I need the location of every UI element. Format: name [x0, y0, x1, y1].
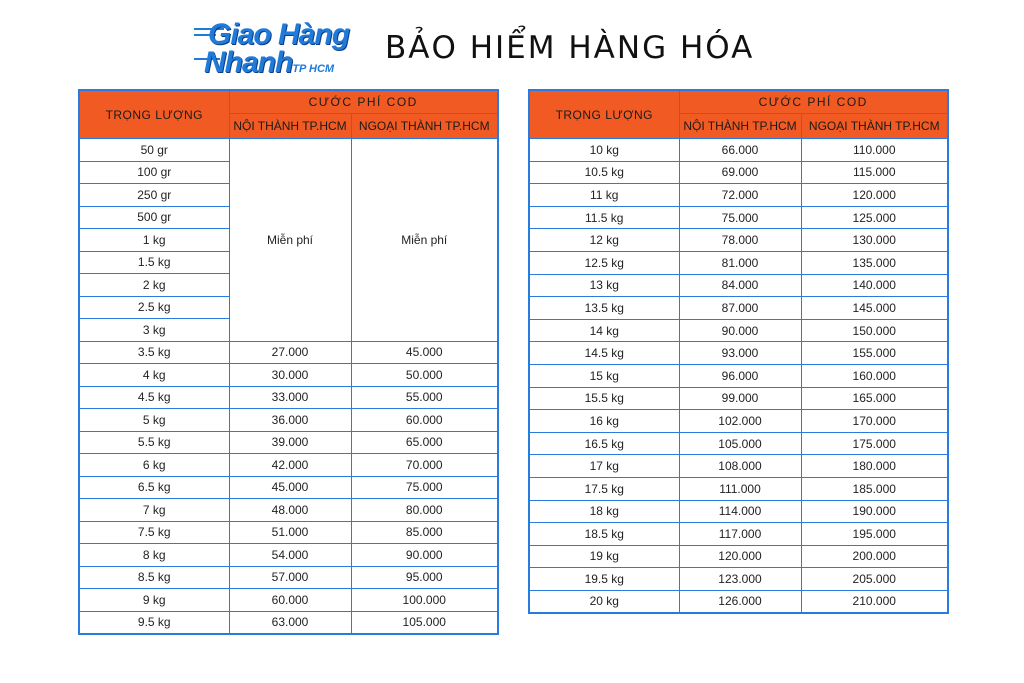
- weight-cell: 16 kg: [529, 410, 679, 433]
- outer-city-free-cell: Miễn phí: [351, 139, 498, 342]
- inner-city-fee-cell: 117.000: [679, 523, 801, 546]
- inner-city-fee-cell: 102.000: [679, 410, 801, 433]
- outer-city-fee-cell: 145.000: [801, 297, 948, 320]
- outer-city-fee-cell: 150.000: [801, 319, 948, 342]
- table-row: [79, 409, 498, 432]
- weight-cell: 18.5 kg: [529, 523, 679, 546]
- outer-city-header: NGOẠI THÀNH TP.HCM: [801, 114, 948, 139]
- outer-city-header: NGOẠI THÀNH TP.HCM: [351, 114, 498, 139]
- inner-city-fee-cell: 126.000: [679, 590, 801, 613]
- weight-cell: 12 kg: [529, 229, 679, 252]
- inner-city-fee-cell: 57.000: [229, 566, 351, 589]
- outer-city-fee-cell: 75.000: [351, 476, 498, 499]
- weight-cell: 14 kg: [529, 319, 679, 342]
- table-row: [529, 590, 948, 613]
- weight-cell: 2.5 kg: [79, 296, 229, 319]
- weight-cell: 8 kg: [79, 544, 229, 567]
- outer-city-fee-cell: 175.000: [801, 432, 948, 455]
- inner-city-fee-cell: 63.000: [229, 611, 351, 634]
- inner-city-fee-cell: 27.000: [229, 341, 351, 364]
- inner-city-fee-cell: 120.000: [679, 545, 801, 568]
- inner-city-fee-cell: 99.000: [679, 387, 801, 410]
- table-row: [79, 454, 498, 477]
- weight-cell: 19.5 kg: [529, 568, 679, 591]
- inner-city-fee-cell: 60.000: [229, 589, 351, 612]
- table-row: [529, 432, 948, 455]
- table-row: [529, 319, 948, 342]
- table-row: [79, 566, 498, 589]
- outer-city-fee-cell: 95.000: [351, 566, 498, 589]
- weight-cell: 11 kg: [529, 184, 679, 207]
- weight-cell: 20 kg: [529, 590, 679, 613]
- outer-city-fee-cell: 115.000: [801, 161, 948, 184]
- logo-suffix: TP HCM: [292, 63, 335, 75]
- weight-cell: 500 gr: [79, 206, 229, 229]
- outer-city-fee-cell: 45.000: [351, 341, 498, 364]
- cod-fee-header: CƯỚC PHÍ COD: [229, 90, 498, 114]
- inner-city-header: NỘI THÀNH TP.HCM: [679, 114, 801, 139]
- outer-city-fee-cell: 125.000: [801, 206, 948, 229]
- weight-cell: 17.5 kg: [529, 477, 679, 500]
- outer-city-fee-cell: 200.000: [801, 545, 948, 568]
- outer-city-fee-cell: 205.000: [801, 568, 948, 591]
- table-row: [529, 342, 948, 365]
- weight-cell: 18 kg: [529, 500, 679, 523]
- inner-city-fee-cell: 123.000: [679, 568, 801, 591]
- table-row: [529, 161, 948, 184]
- inner-city-fee-cell: 48.000: [229, 499, 351, 522]
- table-row: [529, 364, 948, 387]
- table-row: [79, 589, 498, 612]
- weight-header: TRỌNG LƯỢNG: [79, 90, 229, 139]
- weight-cell: 7 kg: [79, 499, 229, 522]
- weight-cell: 6 kg: [79, 454, 229, 477]
- weight-cell: 9 kg: [79, 589, 229, 612]
- table-row: [529, 477, 948, 500]
- inner-city-fee-cell: 42.000: [229, 454, 351, 477]
- table-row: [529, 229, 948, 252]
- inner-city-fee-cell: 66.000: [679, 139, 801, 162]
- table-row: [529, 500, 948, 523]
- inner-city-fee-cell: 36.000: [229, 409, 351, 432]
- weight-cell: 9.5 kg: [79, 611, 229, 634]
- table-row: [79, 476, 498, 499]
- table-row: [529, 545, 948, 568]
- inner-city-fee-cell: 87.000: [679, 297, 801, 320]
- outer-city-fee-cell: 85.000: [351, 521, 498, 544]
- weight-cell: 17 kg: [529, 455, 679, 478]
- outer-city-fee-cell: 60.000: [351, 409, 498, 432]
- table-row: [529, 523, 948, 546]
- weight-cell: 10 kg: [529, 139, 679, 162]
- table-row: [529, 455, 948, 478]
- table-row: [529, 184, 948, 207]
- weight-cell: 11.5 kg: [529, 206, 679, 229]
- inner-city-fee-cell: 39.000: [229, 431, 351, 454]
- table-row: [79, 386, 498, 409]
- outer-city-fee-cell: 130.000: [801, 229, 948, 252]
- table-row: [79, 521, 498, 544]
- outer-city-fee-cell: 195.000: [801, 523, 948, 546]
- inner-city-fee-cell: 78.000: [679, 229, 801, 252]
- cod-fee-header: CƯỚC PHÍ COD: [679, 90, 948, 114]
- weight-cell: 50 gr: [79, 139, 229, 162]
- inner-city-fee-cell: 30.000: [229, 364, 351, 387]
- outer-city-fee-cell: 180.000: [801, 455, 948, 478]
- table-row: [79, 611, 498, 634]
- outer-city-fee-cell: 140.000: [801, 274, 948, 297]
- weight-cell: 1 kg: [79, 229, 229, 252]
- table-row: [529, 251, 948, 274]
- outer-city-fee-cell: 185.000: [801, 477, 948, 500]
- weight-cell: 10.5 kg: [529, 161, 679, 184]
- weight-cell: 15 kg: [529, 364, 679, 387]
- inner-city-fee-cell: 114.000: [679, 500, 801, 523]
- table-row: [79, 499, 498, 522]
- weight-cell: 250 gr: [79, 184, 229, 207]
- inner-city-fee-cell: 51.000: [229, 521, 351, 544]
- weight-cell: 7.5 kg: [79, 521, 229, 544]
- outer-city-fee-cell: 55.000: [351, 386, 498, 409]
- logo-line2: [204, 46, 334, 80]
- inner-city-fee-cell: 69.000: [679, 161, 801, 184]
- inner-city-fee-cell: 75.000: [679, 206, 801, 229]
- table-row: [529, 139, 948, 162]
- inner-city-free-cell: Miễn phí: [229, 139, 351, 342]
- outer-city-fee-cell: 160.000: [801, 364, 948, 387]
- table-row: [79, 341, 498, 364]
- table-row: [79, 139, 498, 162]
- outer-city-fee-cell: 120.000: [801, 184, 948, 207]
- outer-city-fee-cell: 65.000: [351, 431, 498, 454]
- weight-cell: 15.5 kg: [529, 387, 679, 410]
- weight-cell: 16.5 kg: [529, 432, 679, 455]
- rate-table-right: [528, 89, 949, 614]
- inner-city-fee-cell: 93.000: [679, 342, 801, 365]
- table-row: [79, 431, 498, 454]
- outer-city-fee-cell: 155.000: [801, 342, 948, 365]
- outer-city-fee-cell: 50.000: [351, 364, 498, 387]
- inner-city-fee-cell: 111.000: [679, 477, 801, 500]
- table-row: [79, 364, 498, 387]
- weight-header: TRỌNG LƯỢNG: [529, 90, 679, 139]
- weight-cell: 2 kg: [79, 274, 229, 297]
- outer-city-fee-cell: 110.000: [801, 139, 948, 162]
- weight-cell: 3.5 kg: [79, 341, 229, 364]
- outer-city-fee-cell: 100.000: [351, 589, 498, 612]
- inner-city-fee-cell: 84.000: [679, 274, 801, 297]
- outer-city-fee-cell: 135.000: [801, 251, 948, 274]
- inner-city-fee-cell: 105.000: [679, 432, 801, 455]
- brand-logo: [200, 18, 360, 80]
- table-row: [529, 568, 948, 591]
- outer-city-fee-cell: 165.000: [801, 387, 948, 410]
- inner-city-fee-cell: 108.000: [679, 455, 801, 478]
- weight-cell: 12.5 kg: [529, 251, 679, 274]
- outer-city-fee-cell: 190.000: [801, 500, 948, 523]
- weight-cell: 100 gr: [79, 161, 229, 184]
- weight-cell: 4.5 kg: [79, 386, 229, 409]
- inner-city-fee-cell: 81.000: [679, 251, 801, 274]
- weight-cell: 5 kg: [79, 409, 229, 432]
- inner-city-fee-cell: 54.000: [229, 544, 351, 567]
- weight-cell: 13.5 kg: [529, 297, 679, 320]
- inner-city-fee-cell: 90.000: [679, 319, 801, 342]
- weight-cell: 3 kg: [79, 319, 229, 342]
- outer-city-fee-cell: 90.000: [351, 544, 498, 567]
- weight-cell: 8.5 kg: [79, 566, 229, 589]
- weight-cell: 6.5 kg: [79, 476, 229, 499]
- outer-city-fee-cell: 70.000: [351, 454, 498, 477]
- weight-cell: 19 kg: [529, 545, 679, 568]
- outer-city-fee-cell: 170.000: [801, 410, 948, 433]
- rate-table-left: [78, 89, 499, 635]
- logo-line2-text: Nhanh: [204, 46, 293, 79]
- inner-city-fee-cell: 72.000: [679, 184, 801, 207]
- table-row: [529, 274, 948, 297]
- weight-cell: 14.5 kg: [529, 342, 679, 365]
- outer-city-fee-cell: 105.000: [351, 611, 498, 634]
- table-row: [529, 410, 948, 433]
- table-row: [79, 544, 498, 567]
- inner-city-header: NỘI THÀNH TP.HCM: [229, 114, 351, 139]
- page-title: BẢO HIỂM HÀNG HÓA: [385, 30, 755, 66]
- inner-city-fee-cell: 33.000: [229, 386, 351, 409]
- outer-city-fee-cell: 210.000: [801, 590, 948, 613]
- logo-line1: Giao Hàng: [208, 18, 350, 51]
- inner-city-fee-cell: 96.000: [679, 364, 801, 387]
- weight-cell: 1.5 kg: [79, 251, 229, 274]
- weight-cell: 4 kg: [79, 364, 229, 387]
- weight-cell: 13 kg: [529, 274, 679, 297]
- inner-city-fee-cell: 45.000: [229, 476, 351, 499]
- table-row: [529, 206, 948, 229]
- table-row: [529, 387, 948, 410]
- table-row: [529, 297, 948, 320]
- outer-city-fee-cell: 80.000: [351, 499, 498, 522]
- weight-cell: 5.5 kg: [79, 431, 229, 454]
